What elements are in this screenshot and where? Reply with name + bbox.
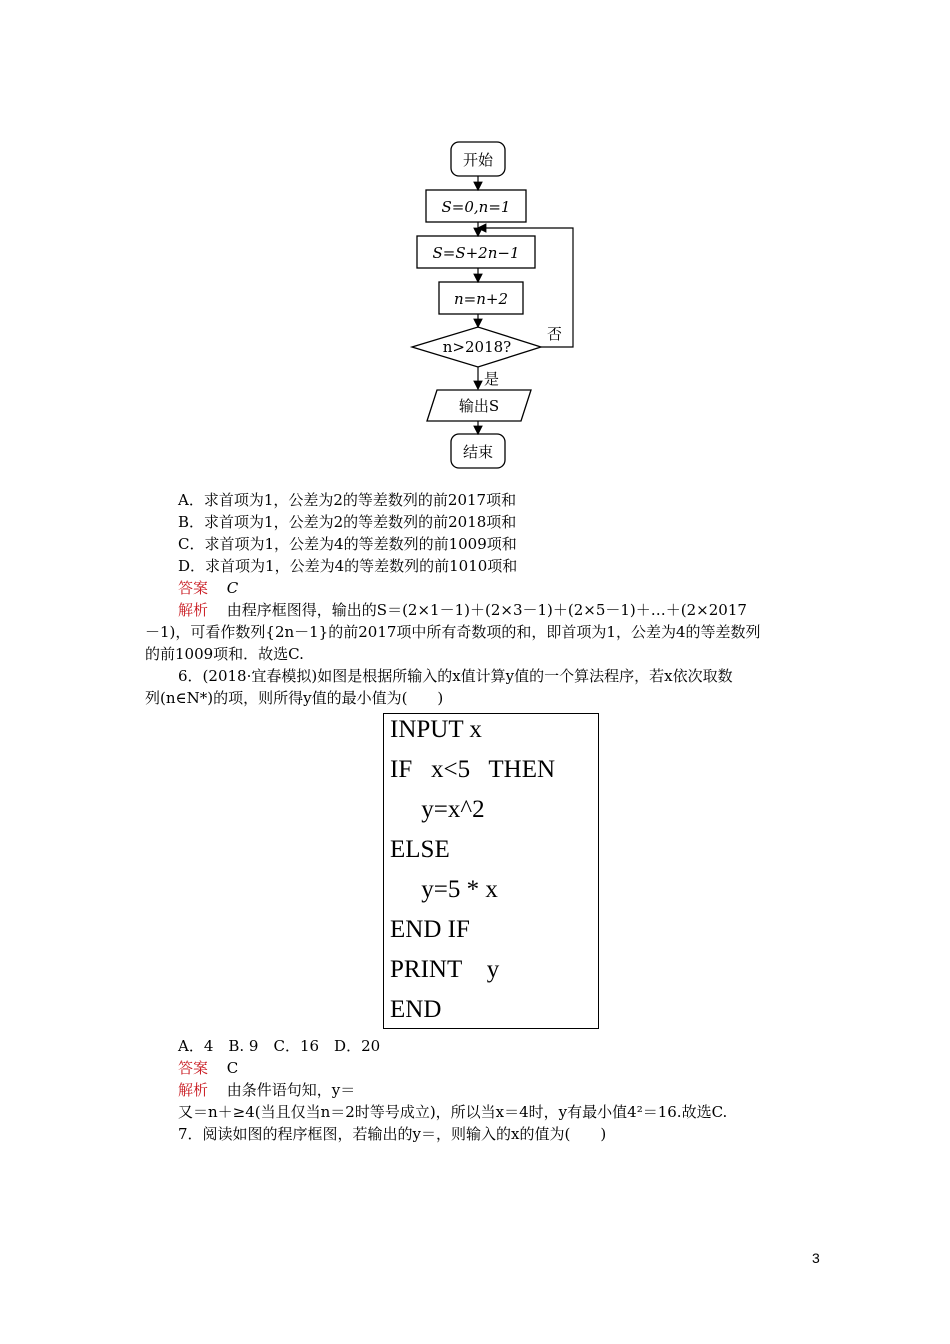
step2-label: n=n+2 bbox=[453, 290, 509, 308]
q6-answer-value: C bbox=[226, 1059, 239, 1077]
code-line: END bbox=[390, 996, 442, 1023]
q6-stem-line1: 6．(2018·宜春模拟)如图是根据所输入的x值计算y值的一个算法程序，若x依次取数 bbox=[178, 667, 733, 685]
code-line: IF x<5 THEN bbox=[390, 756, 556, 783]
q6-analysis-label: 解析 bbox=[178, 1081, 209, 1099]
q5-analysis-line3: 的前1009项和．故选C. bbox=[145, 645, 304, 663]
q5-option-c: C．求首项为1，公差为4的等差数列的前1009项和 bbox=[178, 535, 517, 553]
code-line: END IF bbox=[390, 916, 470, 943]
q6-options: A．4 B. 9 C．16 D．20 bbox=[178, 1037, 381, 1055]
q5-option-b: B．求首项为1，公差为2的等差数列的前2018项和 bbox=[178, 513, 517, 531]
code-line: PRINT y bbox=[390, 956, 500, 983]
flowchart bbox=[395, 122, 595, 482]
init-label: S=0,n=1 bbox=[441, 198, 511, 216]
q5-answer-label: 答案 bbox=[178, 579, 209, 597]
q5-option-a: A．求首项为1，公差为2的等差数列的前2017项和 bbox=[178, 491, 517, 509]
q7-stem: 7．阅读如图的程序框图，若输出的y＝，则输入的x的值为( ) bbox=[178, 1125, 607, 1143]
page-number: 3 bbox=[812, 1250, 820, 1266]
q5-answer-value: C bbox=[226, 579, 239, 597]
q6-stem-line2: 列(n∈N*)的项，则所得y值的最小值为( ) bbox=[145, 689, 444, 707]
output-label: 输出S bbox=[458, 397, 500, 415]
end-label: 结束 bbox=[462, 443, 494, 461]
decision-label: n>2018? bbox=[442, 338, 512, 356]
step1-label: S=S+2n−1 bbox=[432, 244, 520, 262]
q5-analysis-line1: 由程序框图得，输出的S＝(2×1－1)＋(2×3－1)＋(2×5－1)＋…＋(2×2017 bbox=[226, 601, 747, 619]
program-code-box bbox=[383, 713, 599, 1029]
yes-label: 是 bbox=[484, 370, 500, 388]
q5-option-d: D．求首项为1，公差为4的等差数列的前1010项和 bbox=[178, 557, 518, 575]
q6-analysis-row bbox=[178, 1080, 355, 1100]
q6-answer-row bbox=[178, 1058, 238, 1078]
q6-analysis-line2: 又＝n＋≥4(当且仅当n＝2时等号成立)，所以当x＝4时，y有最小值4²＝16.故选C. bbox=[178, 1103, 728, 1121]
start-label: 开始 bbox=[462, 151, 494, 169]
code-line: y=5 * x bbox=[390, 876, 498, 903]
q5-answer-row bbox=[178, 578, 238, 598]
code-line: ELSE bbox=[390, 836, 450, 863]
q6-answer-label: 答案 bbox=[178, 1059, 209, 1077]
q5-analysis-label: 解析 bbox=[178, 601, 209, 619]
q5-analysis-line2: －1)，可看作数列{2n－1}的前2017项中所有奇数项的和，即首项为1，公差为4的等差数列 bbox=[145, 623, 761, 641]
q6-analysis-line1: 由条件语句知，y＝ bbox=[226, 1081, 356, 1099]
code-line: INPUT x bbox=[390, 716, 482, 743]
no-label: 否 bbox=[547, 325, 563, 343]
code-line: y=x^2 bbox=[390, 796, 485, 823]
q5-analysis-row bbox=[178, 600, 747, 620]
